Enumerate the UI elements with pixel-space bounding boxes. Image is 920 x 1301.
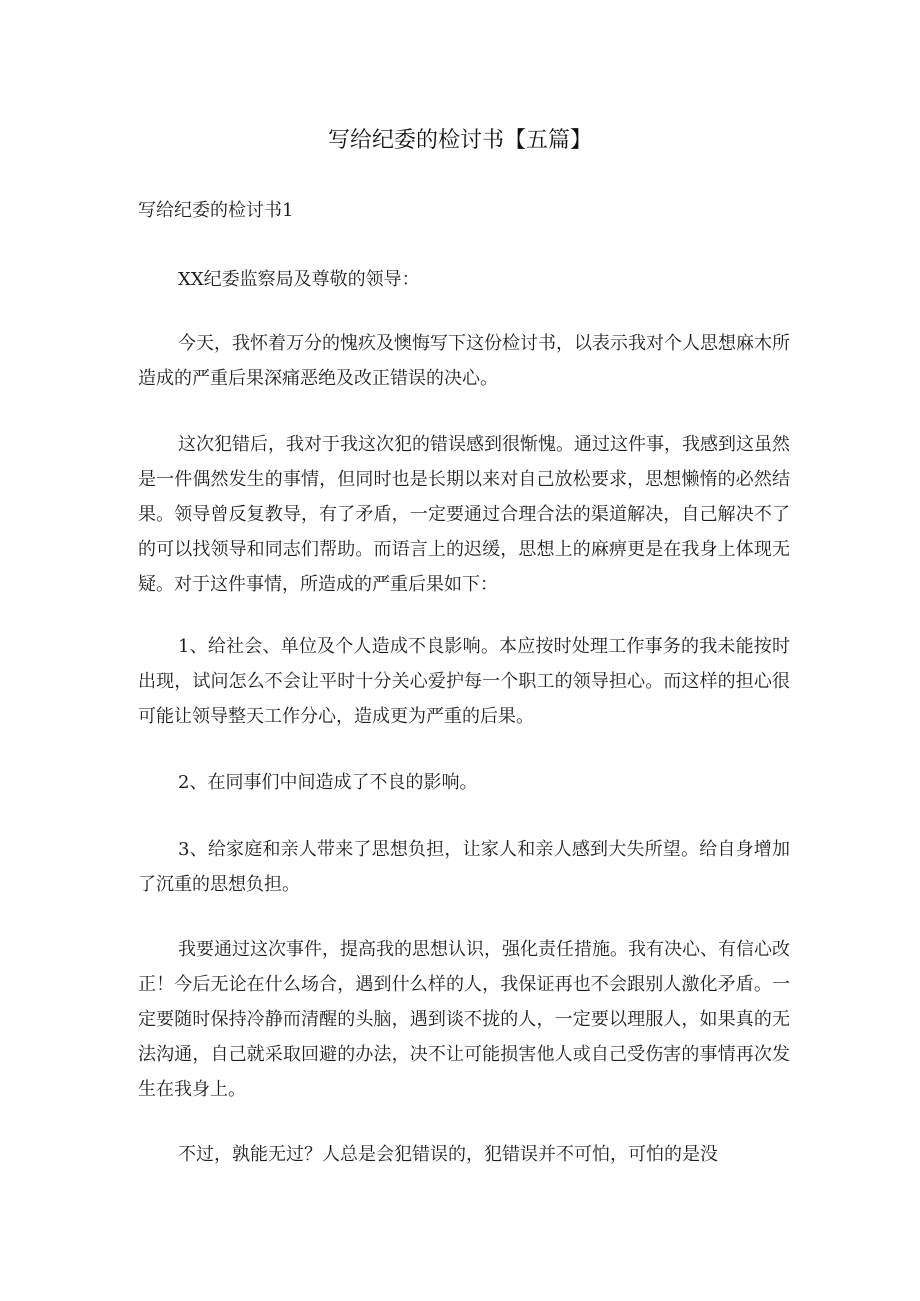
paragraph: 3、给家庭和亲人带来了思想负担，让家人和亲人感到大失所望。给自身增加了沉重的思想负担。 — [138, 839, 790, 895]
paragraph: 2、在同事们中间造成了不良的影响。 — [178, 772, 478, 793]
paragraph: 今天，我怀着万分的愧疚及懊悔写下这份检讨书，以表示我对个人思想麻木所造成的严重后果深痛恶绝及改正错误的决心。 — [138, 333, 790, 389]
paragraph: 不过，孰能无过？人总是会犯错误的，犯错误并不可怕，可怕的是没 — [178, 1144, 718, 1165]
salutation: XX纪委监察局及尊敬的领导： — [178, 269, 420, 290]
paragraph: 我要通过这次事件，提高我的思想认识，强化责任措施。我有决心、有信心改正！今后无论在什么场合，遇到什么样的人，我保证再也不会跟别人激化矛盾。一定要随时保持冷静而清醒的头脑，遇到谈不拢的人，一定要以理服人，如果真的无法沟通，自己就采取回避的办法，决不让可能损害他人或自己受伤害的事情再次发生在我身上。 — [138, 939, 790, 1100]
paragraph: 1、给社会、单位及个人造成不良影响。本应按时处理工作事务的我未能按时出现，试问怎么不会让平时十分关心爱护每一个职工的领导担心。而这样的担心很可能让领导整天工作分心，造成更为严重的后果。 — [138, 636, 790, 727]
document-title: 写给纪委的检讨书【五篇】 — [327, 128, 592, 153]
section-heading: 写给纪委的检讨书1 — [138, 200, 294, 221]
paragraph: 这次犯错后，我对于我这次犯的错误感到很惭愧。通过这件事，我感到这虽然是一件偶然发生的事情，但同时也是长期以来对自己放松要求，思想懒惰的必然结果。领导曾反复教导，有了矛盾，一定要通过合理合法的渠道解决，自己解决不了的可以找领导和同志们帮助。而语言上的迟缓，思想上的麻痹更是在我身上体现无疑。对于这件事情，所造成的严重后果如下： — [138, 434, 790, 595]
